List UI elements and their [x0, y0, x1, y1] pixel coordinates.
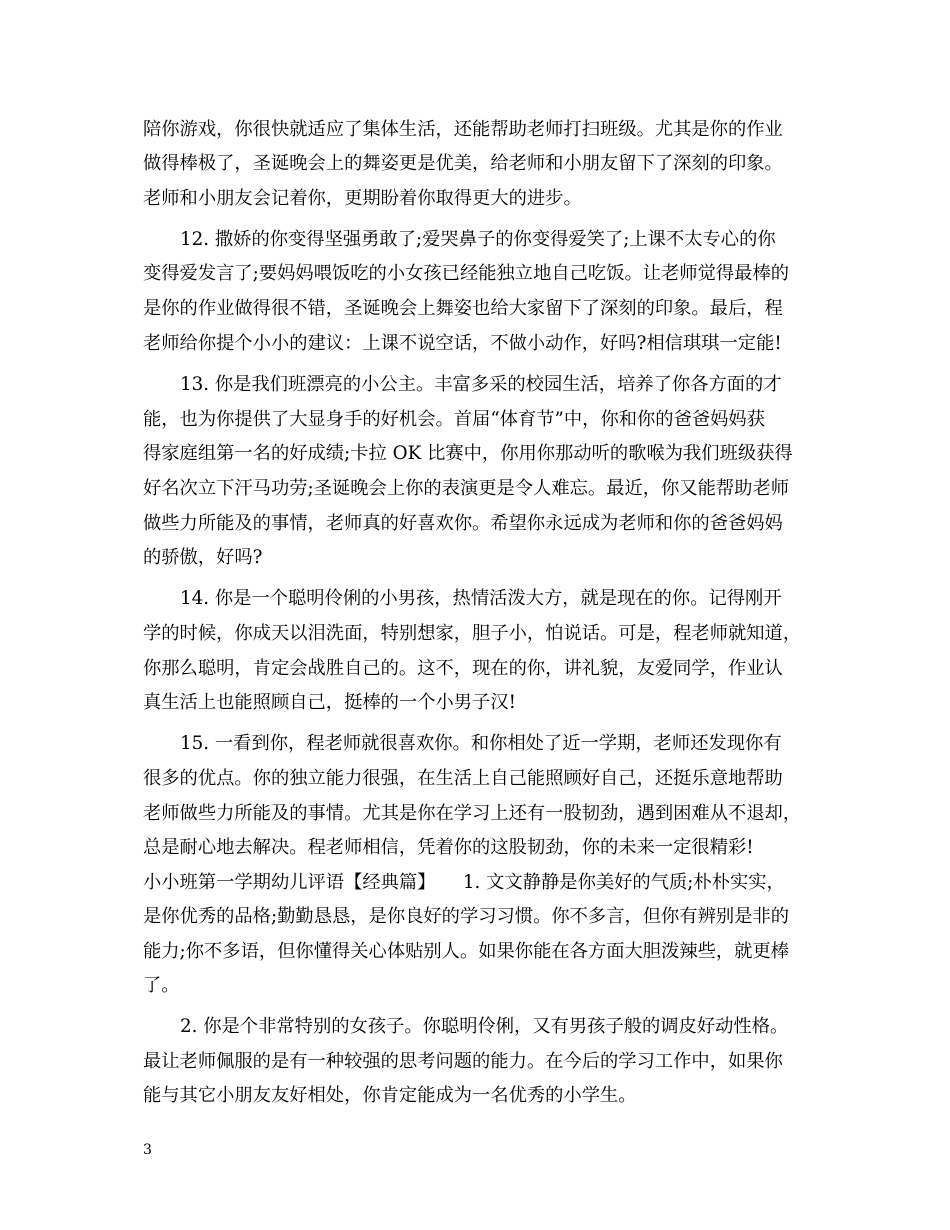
text-line: 能与其它小朋友友好相处，你肯定能成为一名优秀的小学生。 [143, 1085, 637, 1106]
text-line: 12. 撒娇的你变得坚强勇敢了;爱哭鼻子的你变得爱笑了;上课不太专心的你 [180, 229, 776, 250]
text-line: 你那么聪明，肯定会战胜自己的。这不，现在的你，讲礼貌，友爱同学，作业认 [143, 658, 783, 679]
text-line: 陪你游戏，你很快就适应了集体生活，还能帮助老师打扫班级。尤其是你的作业 [143, 119, 783, 140]
text-line: 得家庭组第一名的好成绩;卡拉 OK 比赛中，你用你那动听的歌喉为我们班级获得 [143, 443, 793, 464]
text-line: 真生活上也能照顾自己，挺棒的一个小男子汉! [143, 692, 516, 713]
text-line: 做得棒极了，圣诞晚会上的舞姿更是优美，给老师和小朋友留下了深刻的印象。 [143, 153, 783, 174]
text-line: 小小班第一学期幼儿评语【经典篇】 1. 文文静静是你美好的气质;朴朴实实， [143, 872, 785, 893]
text-line: 2. 你是个非常特别的女孩子。你聪明伶俐，又有男孩子般的调皮好动性格。 [180, 1016, 789, 1037]
page-number: 3 [143, 1142, 152, 1158]
text-line: 13. 你是我们班漂亮的小公主。丰富多采的校园生活，培养了你各方面的才 [180, 374, 782, 395]
text-line: 是你的作业做得很不错，圣诞晚会上舞姿也给大家留下了深刻的印象。最后，程 [143, 298, 783, 319]
text-line: 15. 一看到你，程老师就很喜欢你。和你相处了近一学期，老师还发现你有 [180, 733, 782, 754]
text-line: 最让老师佩服的是有一种较强的思考问题的能力。在今后的学习工作中，如果你 [143, 1051, 783, 1072]
text-line: 好名次立下汗马功劳;圣诞晚会上你的表演更是令人难忘。最近，你又能帮助老师 [143, 478, 790, 499]
text-line: 学的时候，你成天以泪洗面，特别想家，胆子小，怕说话。可是，程老师就知道， [143, 623, 802, 644]
text-line: 很多的优点。你的独立能力很强，在生活上自己能照顾好自己，还挺乐意地帮助 [143, 768, 783, 789]
text-line: 老师做些力所能及的事情。尤其是你在学习上还有一股韧劲，遇到困难从不退却， [143, 803, 802, 824]
text-line: 总是耐心地去解决。程老师相信，凭着你的这股韧劲，你的未来一定很精彩! [143, 837, 754, 858]
text-line: 的骄傲，好吗? [143, 547, 263, 568]
text-line: 14. 你是一个聪明伶俐的小男孩，热情活泼大方，就是现在的你。记得刚开 [180, 588, 782, 609]
text-line: 能力;你不多语，但你懂得关心体贴别人。如果你能在各方面大胆泼辣些，就更棒 [143, 941, 790, 962]
text-line: 老师和小朋友会记着你，更期盼着你取得更大的进步。 [143, 188, 582, 209]
text-line: 做些力所能及的事情，老师真的好喜欢你。希望你永远成为老师和你的爸爸妈妈 [143, 513, 783, 534]
text-line: 老师给你提个小小的建议：上课不说空话，不做小动作，好吗?相信琪琪一定能! [143, 333, 782, 354]
text-line: 能，也为你提供了大显身手的好机会。首届“体育节”中，你和你的爸爸妈妈获 [143, 409, 765, 430]
text-line: 变得爱发言了;要妈妈喂饭吃的小女孩已经能独立地自己吃饭。让老师觉得最棒的 [143, 263, 790, 284]
text-line: 是你优秀的品格;勤勤恳恳，是你良好的学习习惯。你不多言，但你有辨别是非的 [143, 906, 790, 927]
text-line: 了。 [143, 975, 180, 996]
